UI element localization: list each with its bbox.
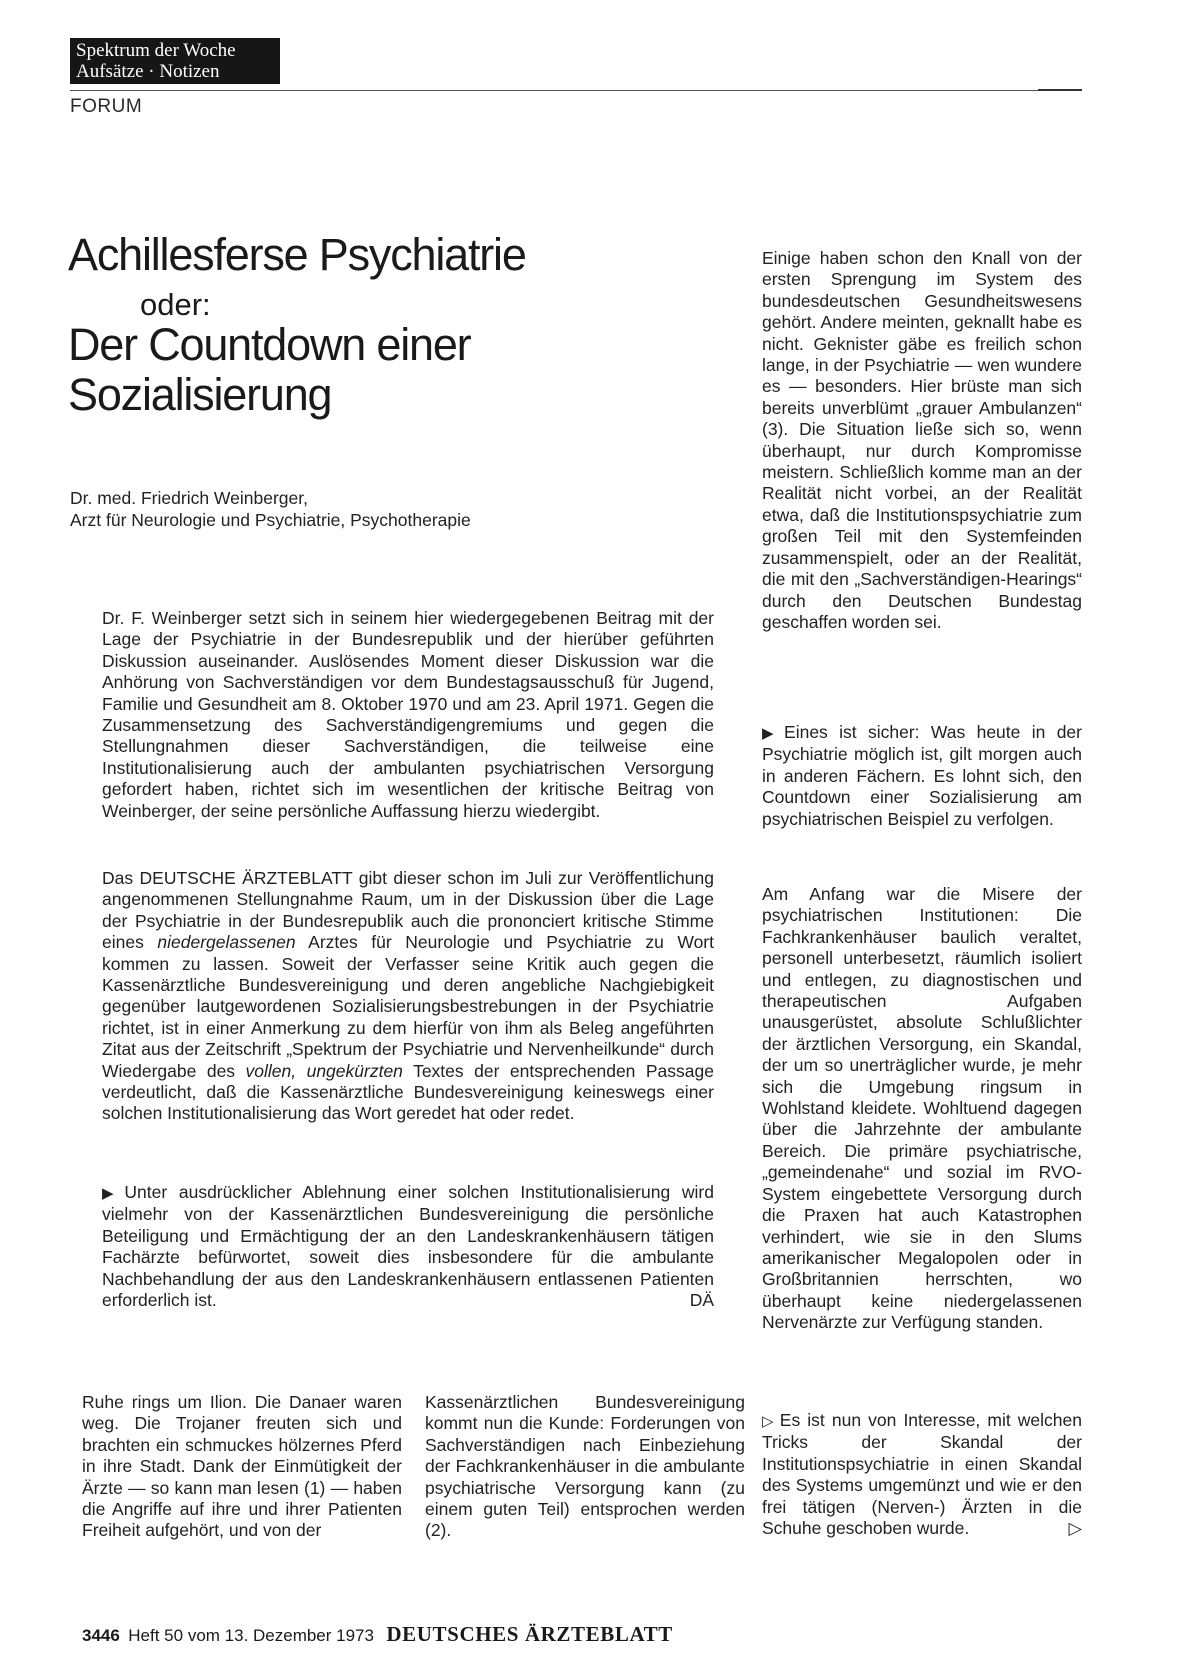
author-name: Dr. med. Friedrich Weinberger, [70,488,308,508]
outline-triangle-icon: ▷ [762,1413,776,1430]
intro-paragraph-2 [102,868,714,1125]
author-block [70,487,471,531]
editor-signature: DÄ [689,1290,714,1310]
section-label-line1: Spektrum der Woche [76,40,236,61]
right-p4-text: Es ist nun von Interesse, mit welchen Tricks der Skandal der Institutionspsychiatrie in einen Skandal des Systems umgemünzt und wie er den frei tätigen (Nerven-) Ärzten in die Schuhe geschoben wurde. [762,1410,1082,1539]
header-rule [70,90,1082,91]
issue-info: Heft 50 vom 13. Dezember 1973 [128,1626,374,1645]
article-title-line2: Der Countdown einer [68,319,471,370]
continued-triangle-icon: ▷ [1068,1518,1082,1539]
intro-p2-text-c: Textes der entsprechenden Passage verdeutlicht, daß die Kassenärztliche Bundesvereinigung keineswegs einer solchen Institutionalisierung das Wort geredet hat oder redet. [102,1060,714,1124]
intro-p2-emphasis-a: niedergelassenen [157,932,296,953]
header-rule-accent [1038,89,1082,91]
author-title: Arzt für Neurologie und Psychiatrie, Psychotherapie [70,510,471,530]
triangle-marker-icon: ▶ [762,725,781,742]
intro-p2-text-a: Das DEUTSCHE ÄRZTEBLATT gibt dieser schon im Juli zur Veröffentlichung angenommenen Stellungnahme Raum, um in der Diskussion über die Lage der Psychiatrie in der Bundesrepublik auch die prononciert kritische Stimme eines [102,868,714,953]
intro-paragraph-1: Dr. F. Weinberger setzt sich in seinem hier wiedergegebenen Beitrag mit der Lage der Psychiatrie in der Bundesrepublik und der hierüber geführten Diskussion auseinander. Auslösendes Moment dieser Diskussion war die Anhörung von Sachverständigen vor dem Bundestagsausschuß für Jugend, Familie und Gesundheit am 8. Oktober 1970 und am 23. April 1971. Gegen die Zusammensetzung des Sachverständigengremiums und gegen die Stellungnahmen dieser Sachverständigen, die teilweise eine Institutionalisierung auch der ambulanten psychiatrischen Versorgung gefordert haben, richtet sich im wesentlichen der kritische Beitrag von Weinberger, der seine persönliche Auffassung hierzu wiedergibt. [102,608,714,821]
journal-name: DEUTSCHES ÄRZTEBLATT [386,1622,673,1646]
article-title-line1: Achillesferse Psychiatrie [68,229,526,280]
section-label-line2: Aufsätze · Notizen [76,61,220,82]
page-footer [82,1622,673,1647]
article-title-line3: Sozialisierung [68,369,332,420]
intro-p2-emphasis-b: vollen, ungekürzten [245,1060,403,1081]
section-label-box [70,38,280,84]
triangle-marker-icon: ▶ [102,1185,121,1202]
right-column-paragraph-4 [762,1410,1082,1539]
right-p2-text: Eines ist sicher: Was heute in der Psychiatrie möglich ist, gilt morgen auch in anderen Fächern. Es lohnt sich, den Countdown einer Sozialisierung am psychiatrischen Beispiel zu verfolgen. [762,722,1082,829]
intro-p3-text: Unter ausdrücklicher Ablehnung einer solchen Institutionalisierung wird vielmehr von der Kassenärztlichen Bundesvereinigung die persönliche Beteiligung und Ermächtigung der an den Landeskrankenhäusern tätigen Fachärzte befürwortet, soweit dies insbesondere für die ambulante Nachbehandlung der aus den Landeskrankenhäusern entlassenen Patienten erforderlich ist. [102,1182,714,1311]
right-column-paragraph-1: Einige haben schon den Knall von der ersten Sprengung im System des bundesdeutschen Gesundheitswesens gehört. Andere meinten, geknallt habe es nicht. Geknister gäbe es freilich schon lange, in der Psychiatrie — wen wundere es — besonders. Hier brüste man sich bereits unverblümt „grauer Ambulanzen“ (3). Die Situation ließe sich so, wenn überhaupt, nur durch Kompromisse meistern. Schließlich komme man an der Realität nicht vorbei, an der Realität etwa, daß die Institutionspsychiatrie zum großen Teil mit den Systemfeinden zusammenspielt, oder an der Realität, die mit den „Sachverständigen-Hearings“ durch den Deutschen Bundestag geschaffen worden sei. [762,248,1082,632]
intro-p2-text-b: Arztes für Neurologie und Psychiatrie zu Wort kommen zu lassen. Soweit der Verfasser seine Kritik auch gegen die Kassenärztliche Bundesvereinigung und deren angebliche Nachgiebigkeit gegenüber lautgewordenen Sozialisierungsbestrebungen in der Psychiatrie richtet, ist in einer Anmerkung zu dem hierfür von ihm als Beleg angeführten Zitat aus der Zeitschrift „Spektrum der Psychiatrie und Nervenheilkunde“ durch Wiedergabe des [102,932,714,1081]
right-column-paragraph-2 [762,722,1082,830]
rubric-label: FORUM [70,96,143,117]
article-column-middle: Kassenärztlichen Bundesvereinigung kommt nun die Kunde: Forderungen von Sachverständigen nach Einbeziehung der Fachkrankenhäuser in die ambulante psychiatrische Versorgung kann (zu einem guten Teil) entsprochen werden (2). [425,1392,745,1541]
right-column-paragraph-3: Am Anfang war die Misere der psychiatrischen Institutionen: Die Fachkrankenhäuser baulich veraltet, personell unterbesetzt, räumlich isoliert und entlegen, zu diagnostischen und therapeutischen Aufgaben unausgerüstet, absolute Schlußlichter der ärztlichen Versorgung, ein Skandal, der um so unerträglicher wurde, je mehr sich die Umgebung ringsum in Wohlstand kleidete. Wohltuend dagegen über die Jahrzehnte der ambulante Bereich. Die primäre psychiatrische, „gemeindenahe“ und sozial im RVO-System eingebettete Versorgung durch die Praxen hat auch Katastrophen verhindert, wie sie in den Slums amerikanischer Megalopolen oder in Großbritannien herrschten, wo überhaupt keine niedergelassenen Nervenärzte zur Verfügung standen. [762,884,1082,1333]
article-column-left: Ruhe rings um Ilion. Die Danaer waren weg. Die Trojaner freuten sich und brachten ein schmuckes hölzernes Pferd in ihre Stadt. Dank der Einmütigkeit der Ärzte — so kann man lesen (1) — haben die Angriffe auf ihre und ihrer Patienten Freiheit aufgehört, und von der [82,1392,402,1541]
article-title-oder: oder: [140,287,211,322]
page-number: 3446 [82,1626,120,1645]
intro-signature-row [102,1290,714,1312]
